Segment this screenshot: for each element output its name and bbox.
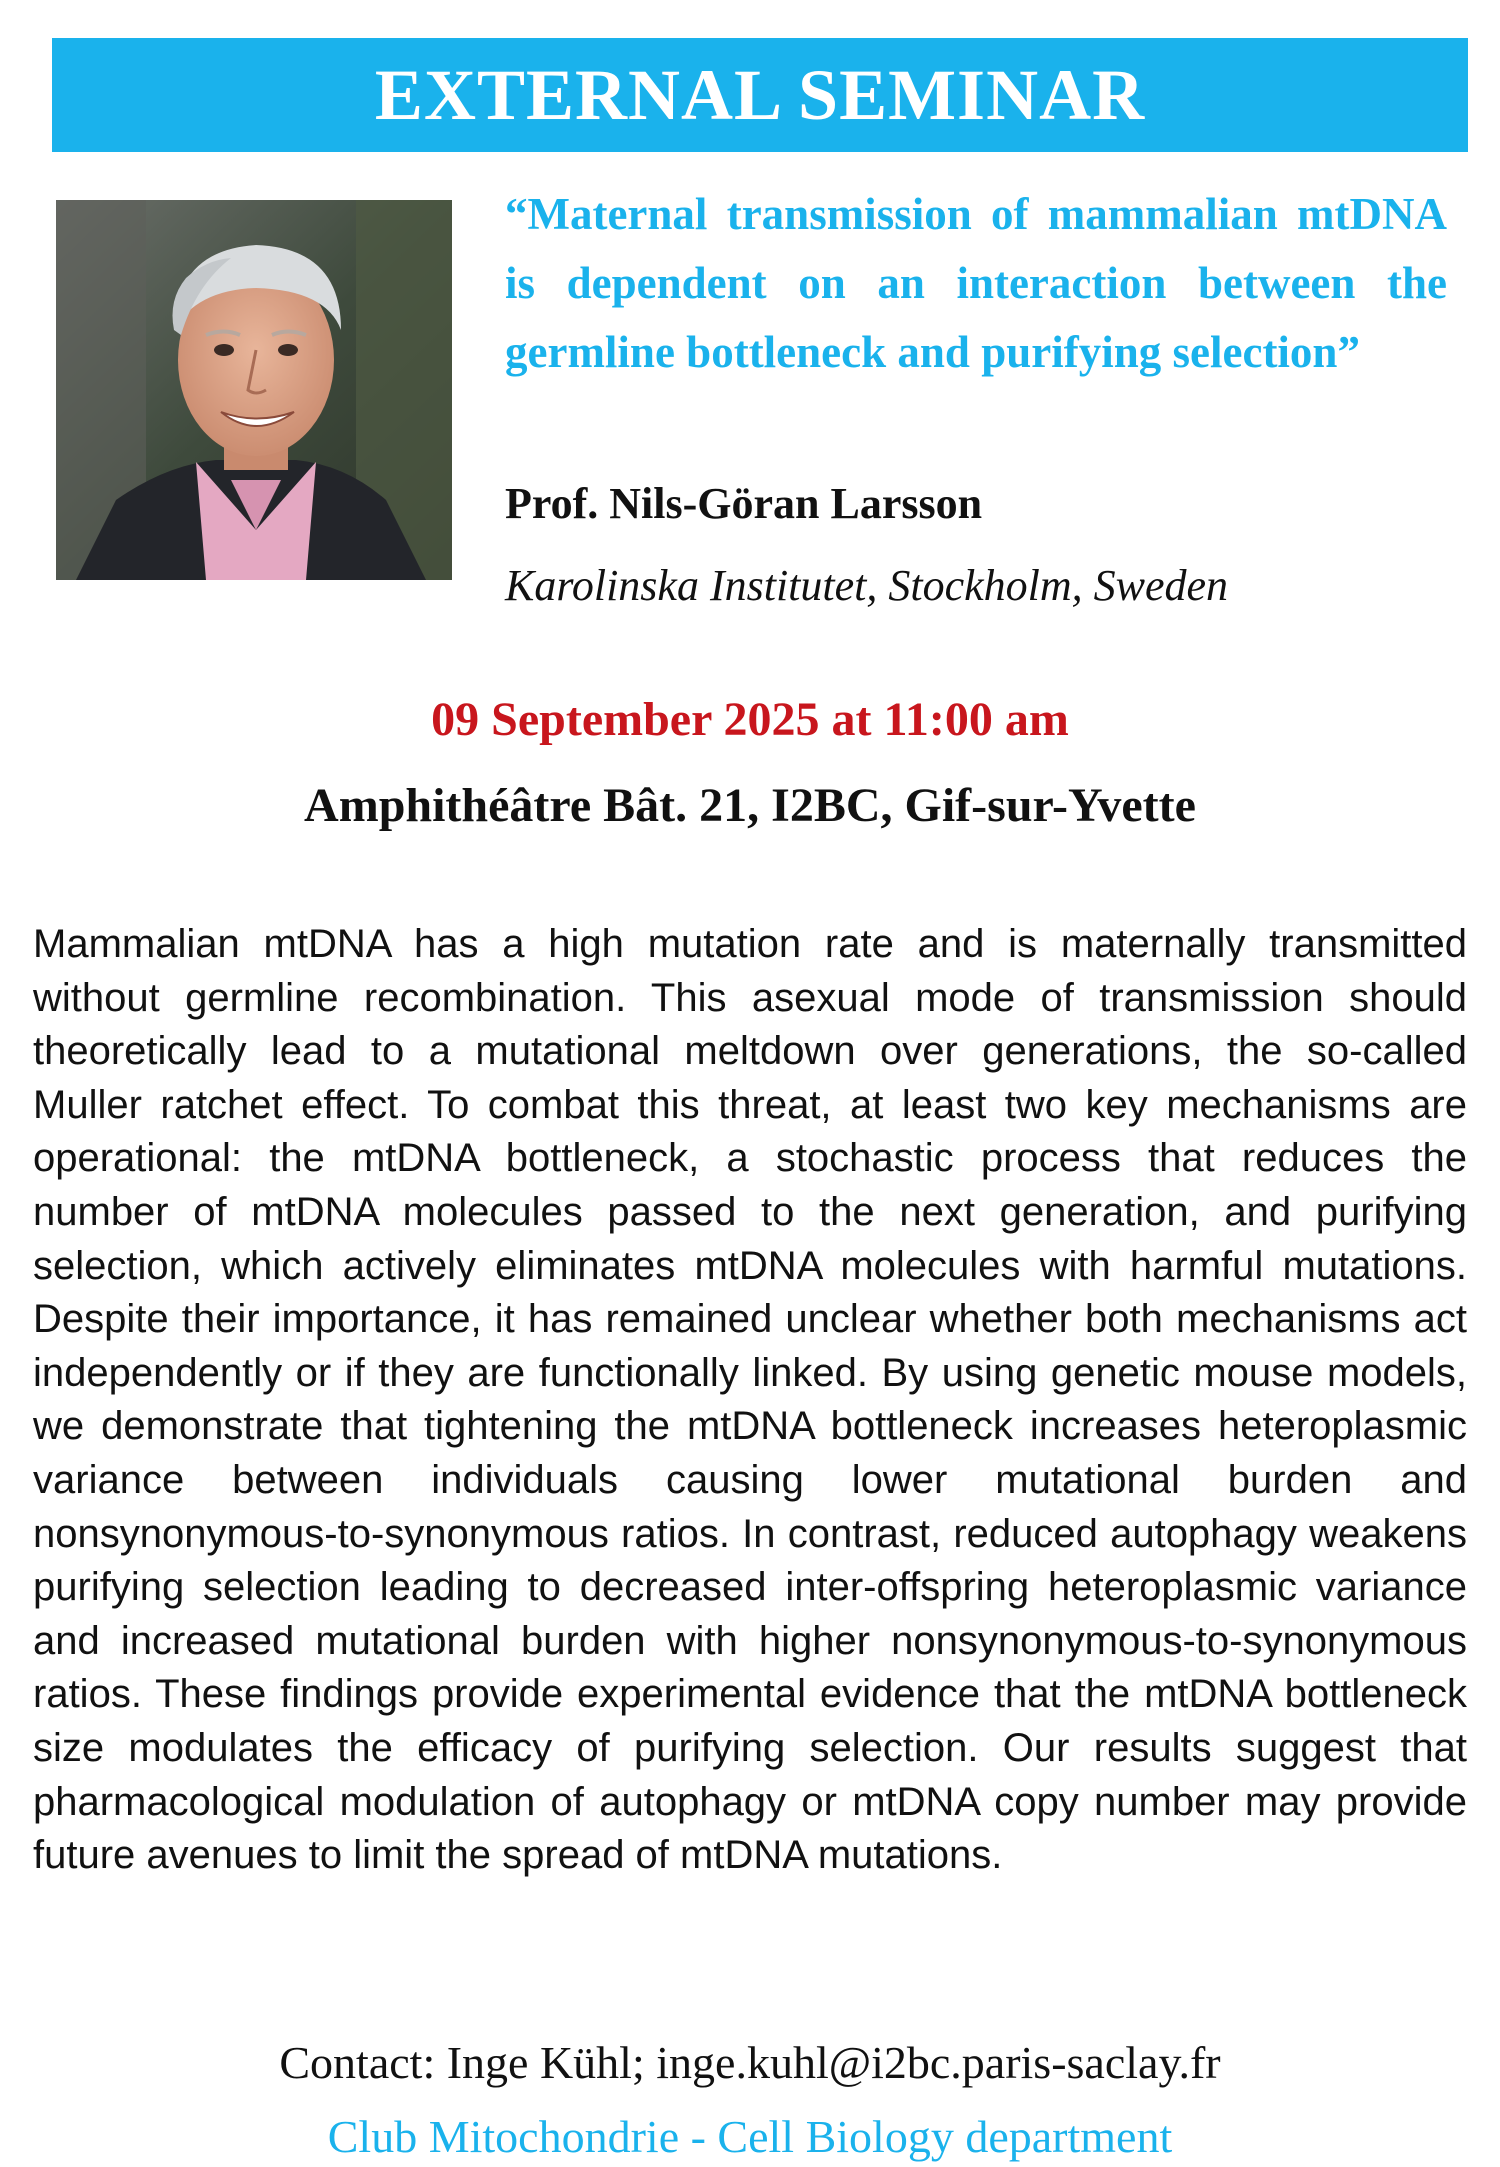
- banner-title: EXTERNAL SEMINAR: [374, 54, 1146, 135]
- talk-title: “Maternal transmission of mammalian mtDNA is dependent on an interaction between the germline bottleneck and purifying selection”: [505, 189, 1447, 377]
- abstract-text: Mammalian mtDNA has a high mutation rate and is maternally transmitted without germline recombination. This asexual mode of transmission should theoretically lead to a mutational meltdown over generations, the so-called Muller ratchet effect. To combat this threat, at least two key mechanisms are operational: the mtDNA bottleneck, a stochastic process that reduces the number of mtDNA molecules passed to the next generation, and purifying selection, which actively eliminates mtDNA molecules with harmful mutations. Despite their importance, it has remained unclear whether both mechanisms act independently or if they are functionally linked. By using genetic mouse models, we demonstrate that tightening the mtDNA bottleneck increases heteroplasmic variance between individuals causing lower mutational burden and nonsynonymous-to-synonymous ratios. In contrast, reduced autophagy weakens purifying selection leading to decreased inter-offspring heteroplasmic variance and increased mutational burden with higher nonsynonymous-to-synonymous ratios. These findings provide experimental evidence that the mtDNA bottleneck size modulates the efficacy of purifying selection. Our results suggest that pharmacological modulation of autophagy or mtDNA copy number may provide future avenues to limit the spread of mtDNA mutations.: [33, 922, 1467, 1878]
- contact-line: Contact: Inge Kühl; inge.kuhl@i2bc.paris-saclay.fr: [279, 2037, 1221, 2088]
- footer-organizer: Club Mitochondrie - Cell Biology department: [327, 2111, 1173, 2162]
- speaker-photo: [56, 200, 452, 580]
- speaker-name: Prof. Nils-Göran Larsson: [505, 479, 983, 528]
- seminar-banner: [52, 38, 1468, 152]
- event-date-time: 09 September 2025 at 11:00 am: [431, 693, 1069, 746]
- event-venue: Amphithéâtre Bât. 21, I2BC, Gif-sur-Yvette: [304, 779, 1196, 832]
- speaker-affiliation: Karolinska Institutet, Stockholm, Sweden: [505, 561, 1229, 610]
